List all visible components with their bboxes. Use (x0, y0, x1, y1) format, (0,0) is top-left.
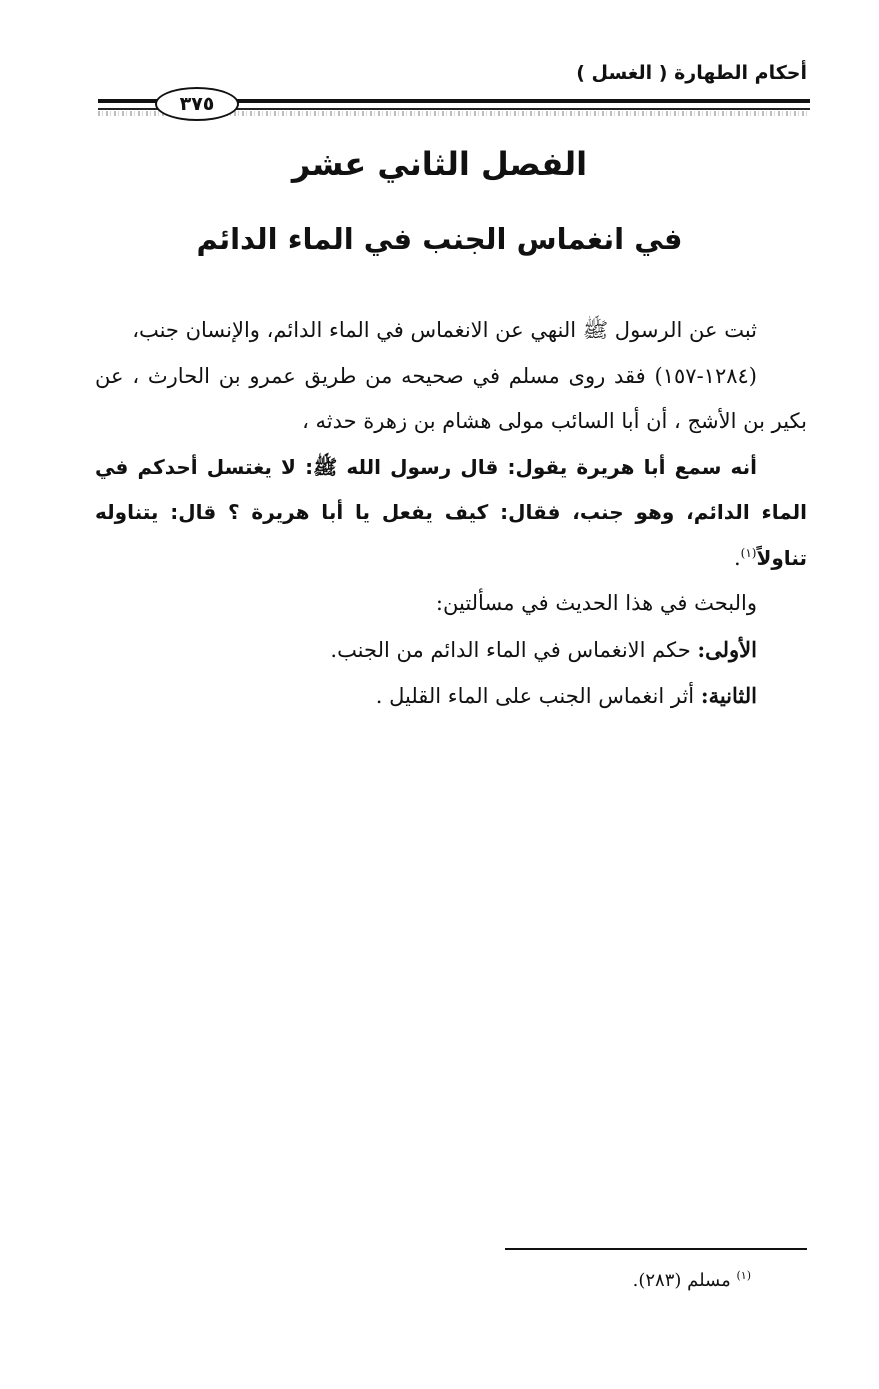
hadith-paragraph (95, 445, 807, 582)
chapter-title: الفصل الثاني عشر (291, 145, 588, 183)
hadith-end: . (733, 545, 741, 570)
footnote-separator (505, 1248, 807, 1250)
hadith-text: أنه سمع أبا هريرة يقول: قال رسول الله ﷺ: لا يغتسل أحدكم في الماء الدائم، وهو جنب، فقال: كيف يفعل يا أبا هريرة ؟ قال: يتناوله تناولاً (95, 454, 807, 570)
footnote-marker: (١) (736, 1269, 751, 1282)
issue-second-label: الثانية: (700, 683, 757, 708)
running-title: أحكام الطهارة ( الغسل ) (576, 62, 807, 84)
discussion-intro: والبحث في هذا الحديث في مسألتين: (435, 591, 757, 615)
page-number-badge (155, 87, 239, 121)
footnote-text: مسلم (٢٨٣). (632, 1270, 737, 1291)
issue-first (95, 627, 807, 674)
issue-second (95, 673, 807, 720)
issue-second-text: أثر انغماس الجنب على الماء القليل . (375, 684, 701, 708)
body-text (95, 308, 807, 720)
chapter-subtitle: في انغماس الجنب في الماء الدائم (196, 222, 683, 256)
page-number: ٣٧٥ (179, 92, 215, 115)
issue-first-text: حكم الانغماس في الماء الدائم من الجنب. (330, 637, 698, 662)
footnote (633, 1270, 751, 1291)
intro-paragraph: ثبت عن الرسول ﷺ النهي عن الانغماس في الماء الدائم، والإنسان جنب، (132, 318, 757, 342)
footnote-reference: (١) (740, 545, 757, 560)
issue-first-label: الأولى: (697, 636, 757, 662)
narration-paragraph: (١٢٨٤-١٥٧) فقد روى مسلم في صحيحه من طريق عمرو بن الحارث ، عن بكير بن الأشج ، أن أبا السائب مولى هشام بن زهرة حدثه ، (95, 363, 807, 433)
